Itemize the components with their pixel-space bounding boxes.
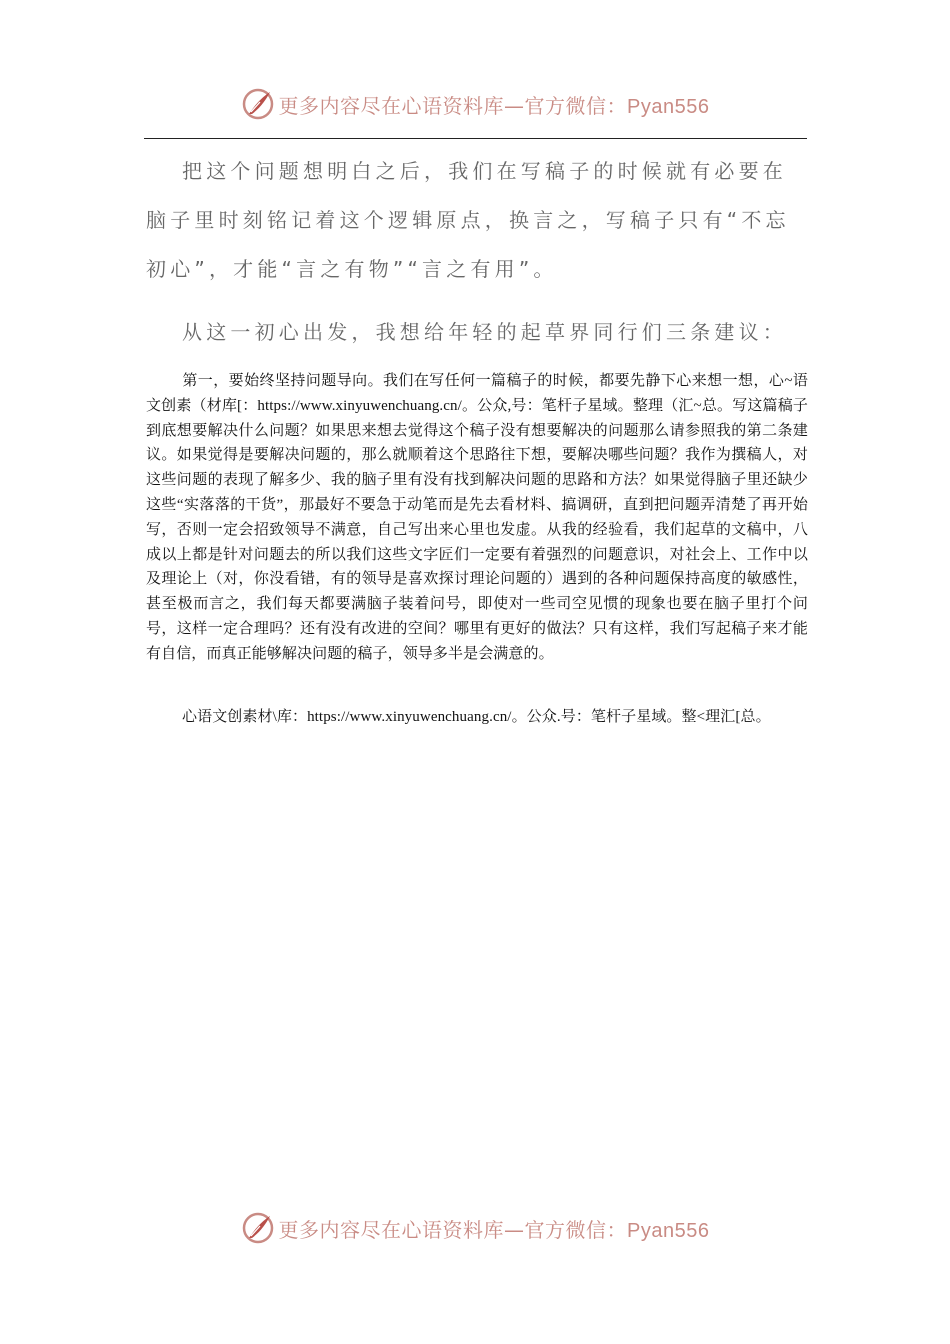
footer-banner-text: 更多内容尽在心语资料库—官方微信：Pyan556 <box>278 1217 710 1242</box>
header-banner <box>0 84 950 124</box>
quill-logo-icon <box>241 87 275 121</box>
quill-logo-icon <box>241 1211 275 1245</box>
header-divider <box>144 138 807 139</box>
footer-banner <box>0 1208 950 1248</box>
paragraph-three-suggestions: 从这一初心出发，我想给年轻的起草界同行们三条建议： <box>182 320 787 344</box>
paragraph-problem-oriented: 第一，要始终坚持问题导向。我们在写任何一篇稿子的时候，都要先静下心来想一想，心~语文创素（材库[：https://www.xinyuwenchuang.cn/。公众,号：笔杆子星域。整理（汇~总。写这篇稿子到底想要解决什么问题？如果思来想去觉得这个稿子没有想要解决的问题那么请参照我的第二条建议。如果觉得是要解决问题的，那么就顺着这个思路往下想，要解决哪些问题？我作为撰稿人，对这些问题的表现了解多少、我的脑子里有没有找到解决问题的思路和方法？如果觉得脑子里还缺少这些“实落落的干货”，那最好不要急于动笔而是先去看材料、搞调研，直到把问题弄清楚了再开始写，否则一定会招致领导不满意，自己写出来心里也发虚。从我的经验看，我们起草的文稿中，八成以上都是针对问题去的所以我们这些文字匠们一定要有着强烈的问题意识，对社会上、工作中以及理论上（对，你没看错，有的领导是喜欢探讨理论问题的）遇到的各种问题保持高度的敏感性，甚至极而言之，我们每天都要满脑子装着问号，即使对一些司空见惯的现象也要在脑子里打个问号，这样一定合理吗？还有没有改进的空间？哪里有更好的做法？只有这样，我们写起稿子来才能有自信，而真正能够解决问题的稿子，领导多半是会满意的。 <box>146 373 808 662</box>
paragraph-logic-origin: 把这个问题想明白之后，我们在写稿子的时候就有必要在脑子里时刻铭记着这个逻辑原点，换言之，写稿子只有“不忘初心”，才能“言之有物”“言之有用”。 <box>146 159 790 281</box>
paragraph-source-note: 心语文创素材\库：https://www.xinyuwenchuang.cn/。公众.号：笔杆子星域。整<理汇[总。 <box>182 709 771 725</box>
header-banner-text: 更多内容尽在心语资料库—官方微信：Pyan556 <box>278 93 710 118</box>
